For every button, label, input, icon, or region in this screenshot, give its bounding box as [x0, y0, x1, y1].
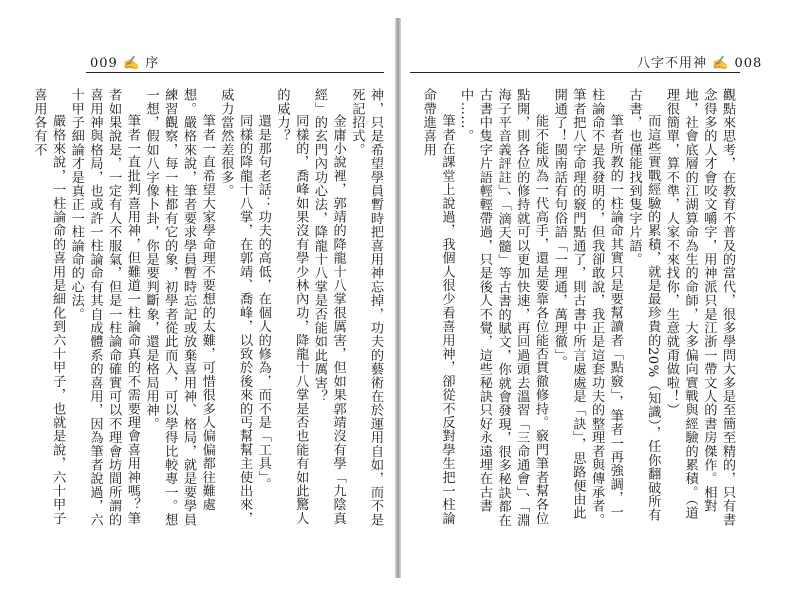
right-page-header [637, 52, 762, 71]
left-page-body [31, 88, 384, 528]
left-paragraph-6: 筆者一直希望大家學命理不要想的太難，可惜很多人偏偏都往難處想。嚴格來說，筆者要求學員暫時忘記或放棄喜用神、格局，就是要學員練習觀察，每一柱都有它的象，初學者從此而入，可以學得比較專一。想一想，假如八字像卜卦，你是要判斷象，還是格局用神。 [143, 88, 215, 527]
left-page-header [90, 52, 159, 71]
left-paragraph-4: 還是那句老話：功夫的高低，在個人的修為，而不是「工具」。 [255, 114, 271, 492]
right-paragraph-5: 筆者在課堂上說過，我個人很少看喜用神，卻從不反對學生把一柱論命帶進喜用 [420, 88, 455, 526]
left-paragraph-3: 同樣的，喬峰如果沒有學少林內功，降龍十八掌是否也能有如此驚人的威力？ [274, 88, 309, 526]
left-paragraph-5: 同樣的降龍十八掌，在郭靖、喬峰，以致於後來的丐幫幫主使出來，威力當然差很多。 [218, 88, 253, 526]
left-paragraph-2: 金庸小說裡，郭靖的降龍十八掌很厲害，但如果郭靖沒有學「九陰真經」的玄門內功心法，降龍十八掌是否能如此厲害？ [311, 88, 346, 526]
right-page-number: 008 [734, 56, 763, 71]
left-paragraph-1: 神，只是希望學員暫時把喜用神忘掉，功夫的藝術在於運用自如，而不是死記招式。 [349, 88, 383, 527]
left-paragraph-8: 嚴格來說，一柱論命的喜用是細化到六十甲子，也就是說，六十甲子喜用各有不 [31, 88, 66, 526]
right-page-title: 八字不用神 [637, 56, 708, 71]
right-header-rule [410, 72, 740, 73]
right-paragraph-2: 而這些實戰經驗的累積，就是最珍貴的20%（知識），任你翻破所有古書，也僅能找到隻字片語。 [626, 88, 661, 523]
right-paragraph-1: 觀點來思考，在教育不普及的當代，很多學問大多是至簡至精的，只有書念得多的人才會咬文嚼字，用神派只是江浙一帶文人的書房傑作。相對地，社會底層的江湖算命為生的命師，大多偏向實戰與經驗的累積。（道理很簡單，算不準，人家不來找你，生意就甭做啦！） [663, 88, 735, 527]
book-logo-icon: ✍ [122, 56, 141, 71]
right-paragraph-4: 能不能成為一代高手，還是要靠各位能否貫徹修持。竅門筆者幫各位點開，則各位的修持就可以更加快速，再回過頭去溫習「三命通會」、「淵海子平音義評註」、「滴天髓」等古書的賦文，你就會發現，很多秘訣都在古書中隻字片語輕輕帶過，只是後人不覺，這些秘訣只好永遠埋在古書中……。 [458, 88, 548, 527]
book-logo-icon: ✍ [712, 56, 730, 71]
left-page-title: 序 [145, 56, 160, 71]
book-gutter [395, 18, 401, 578]
left-page-number: 009 [90, 56, 118, 71]
left-header-rule [86, 72, 384, 73]
left-paragraph-7: 筆者一直批判喜用神，但難道一柱論命真的不需要理會喜用神嗎？筆者如果說是，一定有人不服氣，但是一柱論命確實可以不理會坊間所謂的喜用神與格局，也或許一柱論命有其自成體系的喜用，因為筆者說過，六十甲子細論才是真正一柱論命的心法。 [68, 88, 140, 527]
right-paragraph-3: 筆者所教的一柱論命其實只是要幫讀者「點竅」，筆者一再強調，一柱論命不是我發明的，但我卻敢說，我正是這套功夫的整理者與傳承者。筆者把八字命理的竅門點通了，則古書中所言處處是「訣」，思路便由此開通了！閩南話有句俗語「一理通，萬理徹」。 [551, 88, 623, 527]
right-page-body [418, 88, 736, 528]
